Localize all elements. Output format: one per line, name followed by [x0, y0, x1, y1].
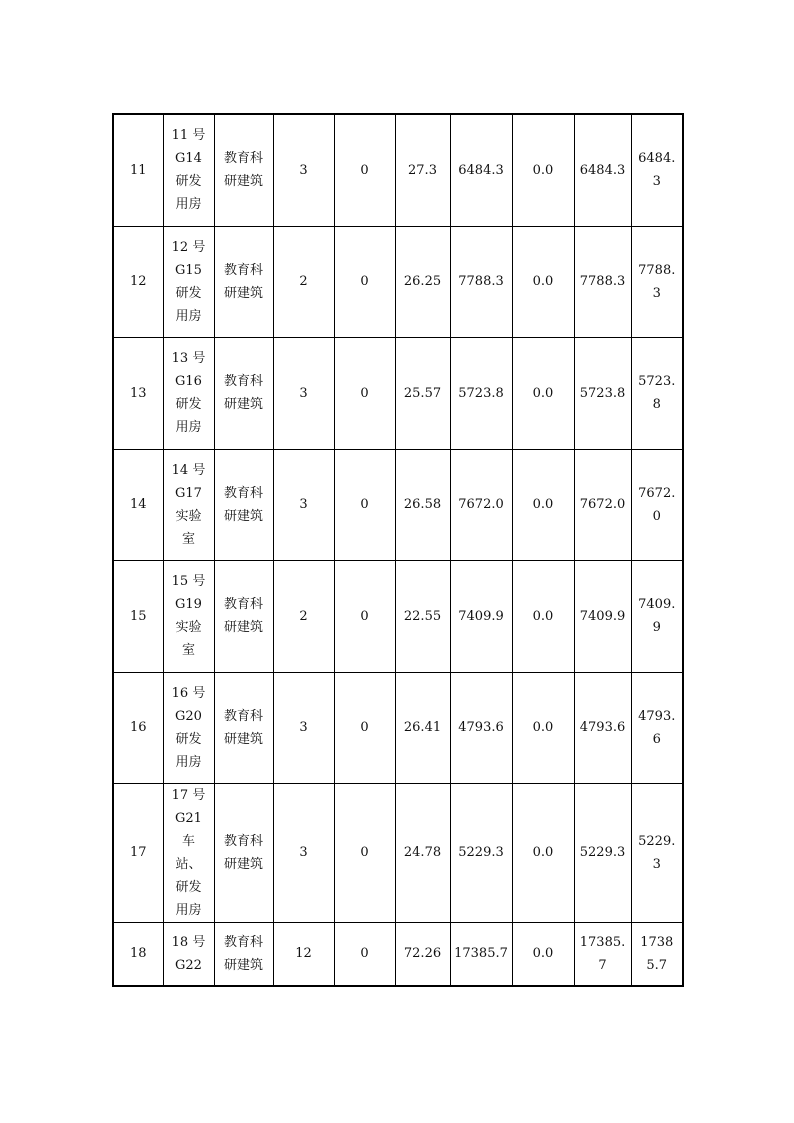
cell-area-underground: 0.0 — [512, 560, 574, 672]
cell-number: 12 — [113, 226, 163, 337]
cell-building-type: 教育科研建筑 — [214, 672, 273, 783]
cell-number: 15 — [113, 560, 163, 672]
cell-building-type: 教育科研建筑 — [214, 783, 273, 922]
cell-floors-below: 0 — [334, 560, 395, 672]
cell-area-underground: 0.0 — [512, 114, 574, 226]
table-row — [113, 337, 683, 449]
cell-building-name: 13 号 G16 研发用房 — [163, 337, 214, 449]
cell-area-aboveground: 4793.6 — [574, 672, 631, 783]
cell-building-height: 24.78 — [395, 783, 450, 922]
cell-area-aboveground: 7788.3 — [574, 226, 631, 337]
cell-building-type: 教育科研建筑 — [214, 226, 273, 337]
table-row — [113, 114, 683, 226]
cell-area-calculated: 5723.8 — [631, 337, 683, 449]
table-row — [113, 226, 683, 337]
cell-area-underground: 0.0 — [512, 226, 574, 337]
cell-building-height: 25.57 — [395, 337, 450, 449]
cell-building-name: 14 号 G17 实验室 — [163, 449, 214, 560]
cell-building-type: 教育科研建筑 — [214, 114, 273, 226]
table-row — [113, 783, 683, 922]
cell-floors-above: 3 — [273, 337, 334, 449]
cell-floors-above: 12 — [273, 922, 334, 986]
cell-area-total: 7788.3 — [450, 226, 512, 337]
cell-area-calculated: 7409.9 — [631, 560, 683, 672]
cell-building-name: 18 号 G22 — [163, 922, 214, 986]
cell-area-aboveground: 5229.3 — [574, 783, 631, 922]
cell-number: 14 — [113, 449, 163, 560]
cell-building-name: 15 号 G19 实验室 — [163, 560, 214, 672]
cell-floors-above: 3 — [273, 449, 334, 560]
cell-floors-above: 3 — [273, 114, 334, 226]
cell-area-aboveground: 7672.0 — [574, 449, 631, 560]
cell-number: 13 — [113, 337, 163, 449]
cell-floors-below: 0 — [334, 114, 395, 226]
cell-floors-below: 0 — [334, 783, 395, 922]
cell-floors-below: 0 — [334, 337, 395, 449]
cell-floors-below: 0 — [334, 922, 395, 986]
cell-area-total: 7409.9 — [450, 560, 512, 672]
cell-area-calculated: 7672.0 — [631, 449, 683, 560]
cell-number: 18 — [113, 922, 163, 986]
cell-area-aboveground: 6484.3 — [574, 114, 631, 226]
cell-building-type: 教育科研建筑 — [214, 449, 273, 560]
cell-floors-above: 2 — [273, 226, 334, 337]
cell-area-total: 5723.8 — [450, 337, 512, 449]
cell-building-height: 27.3 — [395, 114, 450, 226]
table-row — [113, 560, 683, 672]
cell-floors-below: 0 — [334, 226, 395, 337]
cell-floors-below: 0 — [334, 672, 395, 783]
cell-floors-below: 0 — [334, 449, 395, 560]
cell-building-type: 教育科研建筑 — [214, 337, 273, 449]
cell-floors-above: 3 — [273, 783, 334, 922]
cell-area-aboveground: 5723.8 — [574, 337, 631, 449]
cell-building-height: 22.55 — [395, 560, 450, 672]
building-table — [112, 113, 684, 987]
cell-area-total: 17385.7 — [450, 922, 512, 986]
cell-building-name: 12 号 G15 研发用房 — [163, 226, 214, 337]
cell-area-total: 6484.3 — [450, 114, 512, 226]
cell-number: 16 — [113, 672, 163, 783]
cell-area-underground: 0.0 — [512, 783, 574, 922]
cell-building-height: 26.41 — [395, 672, 450, 783]
cell-building-type: 教育科研建筑 — [214, 922, 273, 986]
cell-area-aboveground: 17385.7 — [574, 922, 631, 986]
cell-area-underground: 0.0 — [512, 672, 574, 783]
cell-area-calculated: 17385.7 — [631, 922, 683, 986]
cell-building-name: 11 号 G14 研发用房 — [163, 114, 214, 226]
cell-number: 11 — [113, 114, 163, 226]
cell-floors-above: 2 — [273, 560, 334, 672]
table-row — [113, 449, 683, 560]
cell-building-name: 17 号 G21 车站、研发用房 — [163, 783, 214, 922]
cell-area-total: 7672.0 — [450, 449, 512, 560]
cell-area-total: 5229.3 — [450, 783, 512, 922]
cell-building-height: 26.25 — [395, 226, 450, 337]
table-row — [113, 922, 683, 986]
cell-area-underground: 0.0 — [512, 922, 574, 986]
cell-area-calculated: 6484.3 — [631, 114, 683, 226]
cell-area-total: 4793.6 — [450, 672, 512, 783]
cell-building-name: 16 号 G20 研发用房 — [163, 672, 214, 783]
cell-building-height: 72.26 — [395, 922, 450, 986]
cell-area-calculated: 7788.3 — [631, 226, 683, 337]
cell-area-underground: 0.0 — [512, 449, 574, 560]
cell-building-height: 26.58 — [395, 449, 450, 560]
cell-number: 17 — [113, 783, 163, 922]
table-row — [113, 672, 683, 783]
cell-building-type: 教育科研建筑 — [214, 560, 273, 672]
cell-area-aboveground: 7409.9 — [574, 560, 631, 672]
cell-area-underground: 0.0 — [512, 337, 574, 449]
table-body — [113, 114, 683, 986]
cell-floors-above: 3 — [273, 672, 334, 783]
cell-area-calculated: 4793.6 — [631, 672, 683, 783]
cell-area-calculated: 5229.3 — [631, 783, 683, 922]
